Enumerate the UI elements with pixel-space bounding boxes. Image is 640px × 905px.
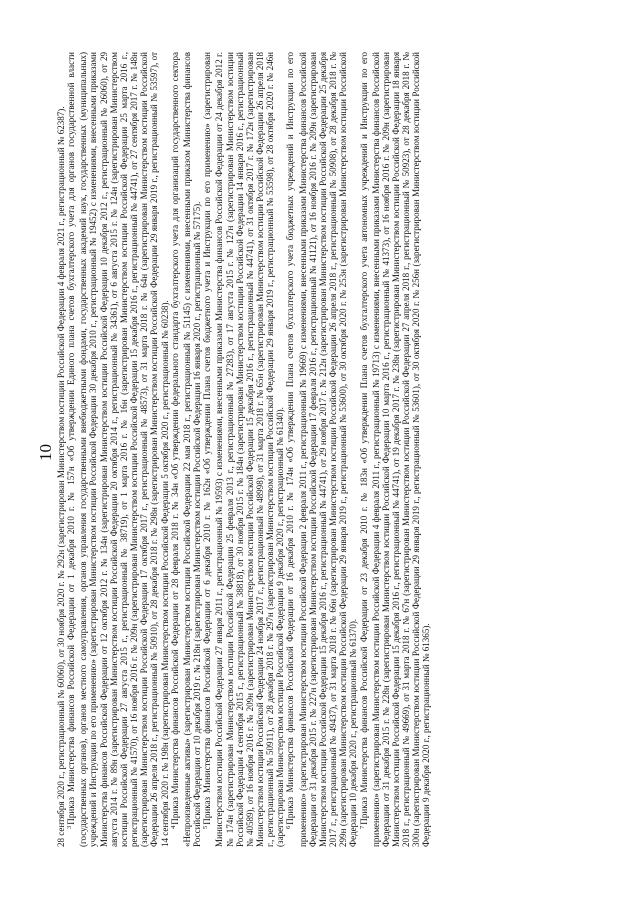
- footnote-5: [202, 52, 285, 847]
- footnote-text: Приказ Министерства финансов Российской Федерации от 23 декабря 2010 г. № 183н «Об утверждении Плана счетов бухгалтерского учета автономных учреждений и Инструкции по его применению» (зарегистрирован Министерством юстиции Российской Федерации 4 февраля 2011 г., регистрационный № 19713) с изменениями, внесенными приказами Министерства финансов Российской Федерации от 31 декабря 2015 г. № 228н (зарегистрирован Министерством юстиции Российской Федерации 10 марта 2016 г., регистрационный № 41373), от 16 ноября 2016 г. № 209н (зарегистрирован Министерством юстиции Российской Федерации 15 декабря 2016 г., регистрационный № 44741), от 19 декабря 2017 г. № 238н (зарегистрирован Министерством юстиции Российской Федерации 18 января 2018 г., регистрационный № 49669), от 31 марта 2018 г. № 67н (зарегистрирован Министерством юстиции Российской Федерации 27 апреля 2018 г., регистрационный № 50923), от 28 декабря 2018 г. № 300н (зарегистрирован Министерством юстиции Российской Федерации 29 января 2019 г., регистрационный № 53601), от 30 октября 2020 г. № 256н (зарегистрирован Министерством юстиции Российской Федерации 9 декабря 2020 г., регистрационный № 61365).: [358, 52, 432, 847]
- footnote-continuation: [56, 52, 66, 847]
- footnote-mark: 7: [358, 825, 366, 829]
- footnote-6: [285, 52, 358, 847]
- footnote-3: [66, 52, 170, 847]
- footnote-4: [170, 52, 202, 847]
- footnote-7: [359, 52, 432, 847]
- footnote-text: Приказ Министерства финансов Российской Федерации от 1 декабря 2010 г. № 157н «Об утверждении Единого плана счетов бухгалтерского учета для органов государственной власти (государственных органов), органов местного самоуправления, органов управления государственными внебюджетными фондами, государственных академий наук, государственных (муниципальных) учреждений и Инструкции по его применению» (зарегистрирован Министерством юстиции Российской Федерации 30 декабря 2010 г., регистрационный № 19452) с изменениями, внесенными приказами Министерства финансов Российской Федерации от 12 октября 2012 г. № 134н (зарегистрирован Министерством юстиции Российской Федерации 10 декабря 2012 г., регистрационный № 26060), от 29 августа 2014 г. № 89н (зарегистрирован Министерством юстиции Российской Федерации 20 октября 2014 г., регистрационный № 34361), от 6 августа 2015 г. № 124н (зарегистрирован Министерством юстиции Российской Федерации 27 августа 2015 г., регистрационный № 38719), от 1 марта 2016 г. № 16н (зарегистрирован Министерством юстиции Российской Федерации 25 марта 2016 г., регистрационный № 41570), от 16 ноября 2016 г. № 209н (зарегистрирован Министерством юстиции Российской Федерации 15 декабря 2016 г., регистрационный № 44741), от 27 сентября 2017 г. № 148н (зарегистрирован Министерством юстиции Российской Федерации 17 октября 2017 г., регистрационный № 48573), от 31 марта 2018 г. № 64н (зарегистрирован Министерством юстиции Российской Федерации 26 апреля 2018 г., регистрационный № 50910), от 28 декабря 2018 г. № 298н (зарегистрирован Министерством юстиции Российской Федерации 29 января 2019 г., регистрационный № 53597), от 14 сентября 2020 г. № 198н (зарегистрирован Министерством юстиции Российской Федерации 5 октября 2020 г., регистрационный № 60238).: [66, 52, 170, 847]
- footnote-mark: 6: [285, 825, 293, 829]
- footnote-text: Приказ Министерства финансов Российской Федерации от 28 февраля 2018 г. № 34н «Об утверждении федерального стандарта бухгалтерского учета для организаций государственного сектора «Непроизведенные активы» (зарегистрирован Министерством юстиции Российской Федерации 22 мая 2018 г., регистрационный № 51145) с изменениями, внесенными приказом Министерства финансов Российской Федерации от 10 декабря 2019 г. № 218н (зарегистрирован Министерством юстиции Российской Федерации 16 января 2020 г., регистрационный № 57175).: [169, 52, 203, 847]
- footnote-text: Приказ Министерства финансов Российской Федерации от 16 декабря 2010 г. № 174н «Об утверждении Плана счетов бухгалтерского учета бюджетных учреждений и Инструкции по его применению» (зарегистрирован Министерством юстиции Российской Федерации 2 февраля 2011 г., регистрационный № 19669) с изменениями, внесенными приказами Министерства финансов Российской Федерации от 31 декабря 2015 г. № 227н (зарегистрирован Министерством юстиции Российской Федерации 17 февраля 2016 г., регистрационный № 41121), от 16 ноября 2016 г. № 209н (зарегистрирован Министерством юстиции Российской Федерации 15 декабря 2016 г., регистрационный № 44741), от 29 ноября 2017 г. № 212н (зарегистрирован Министерством юстиции Российской Федерации 25 декабря 2017 г., регистрационный № 49437), от 31 марта 2018 г. № 66н (зарегистрирован Министерством юстиции Российской Федерации 26 апреля 2018 г., регистрационный № 50908), от 28 декабря 2018 г. № 299н (зарегистрирован Министерством юстиции Российской Федерации 29 января 2019 г., регистрационный № 53600), от 30 октября 2020 г. № 253н (зарегистрирован Министерством юстиции Российской Федерации 10 декабря 2020 г., регистрационный № 61370).: [285, 52, 359, 847]
- footnote-mark: 3: [66, 825, 74, 829]
- footnote-mark: 4: [169, 825, 177, 829]
- footnote-mark: 5: [202, 825, 210, 829]
- page-number: 10: [36, 444, 55, 461]
- footnote-text: Приказ Министерства финансов Российской Федерации от 6 декабря 2010 г. № 162н «Об утверждении Плана счетов бюджетного учета и Инструкции по его применению» (зарегистрирован Министерством юстиции Российской Федерации 27 января 2011 г., регистрационный № 19593) с изменениями, внесенными приказами Министерства финансов Российской Федерации от 24 декабря 2012 г. № 174н (зарегистрирован Министерством юстиции Российской Федерации 25 февраля 2013 г., регистрационный № 27283), от 17 августа 2015 г. № 127н (зарегистрирован Министерством юстиции Российской Федерации 4 сентября 2015 г., регистрационный № 38818), от 30 ноября 2015 г. № 184н (зарегистрирован Министерством юстиции Российской Федерации 14 января 2016 г., регистрационный № 40589), от 16 ноября 2016 г. № 209н (зарегистрирован Министерством юстиции Российской Федерации 15 декабря 2016 г., регистрационный № 44741), от 31 октября 2017 г. № 172н (зарегистрирован Министерством юстиции Российской Федерации 24 ноября 2017 г., регистрационный № 48998), от 31 марта 2018 г. № 65н (зарегистрирован Министерством юстиции Российской Федерации 26 апреля 2018 г., регистрационный № 50911), от 28 декабря 2018 г. № 297н (зарегистрирован Министерством юстиции Российской Федерации 29 января 2019 г., регистрационный № 53598), от 28 октября 2020 г. № 246н (зарегистрирован Министерством юстиции Российской Федерации 9 декабря 2020 г., регистрационный № 61340).: [202, 52, 286, 847]
- footnote-text: 28 сентября 2020 г., регистрационный № 60060), от 30 ноября 2020 г. № 292н (зарегистрирован Министерством юстиции Российской Федерации 4 февраля 2021 г., регистрационный № 62387).: [56, 106, 66, 847]
- footnotes-block: [56, 52, 432, 847]
